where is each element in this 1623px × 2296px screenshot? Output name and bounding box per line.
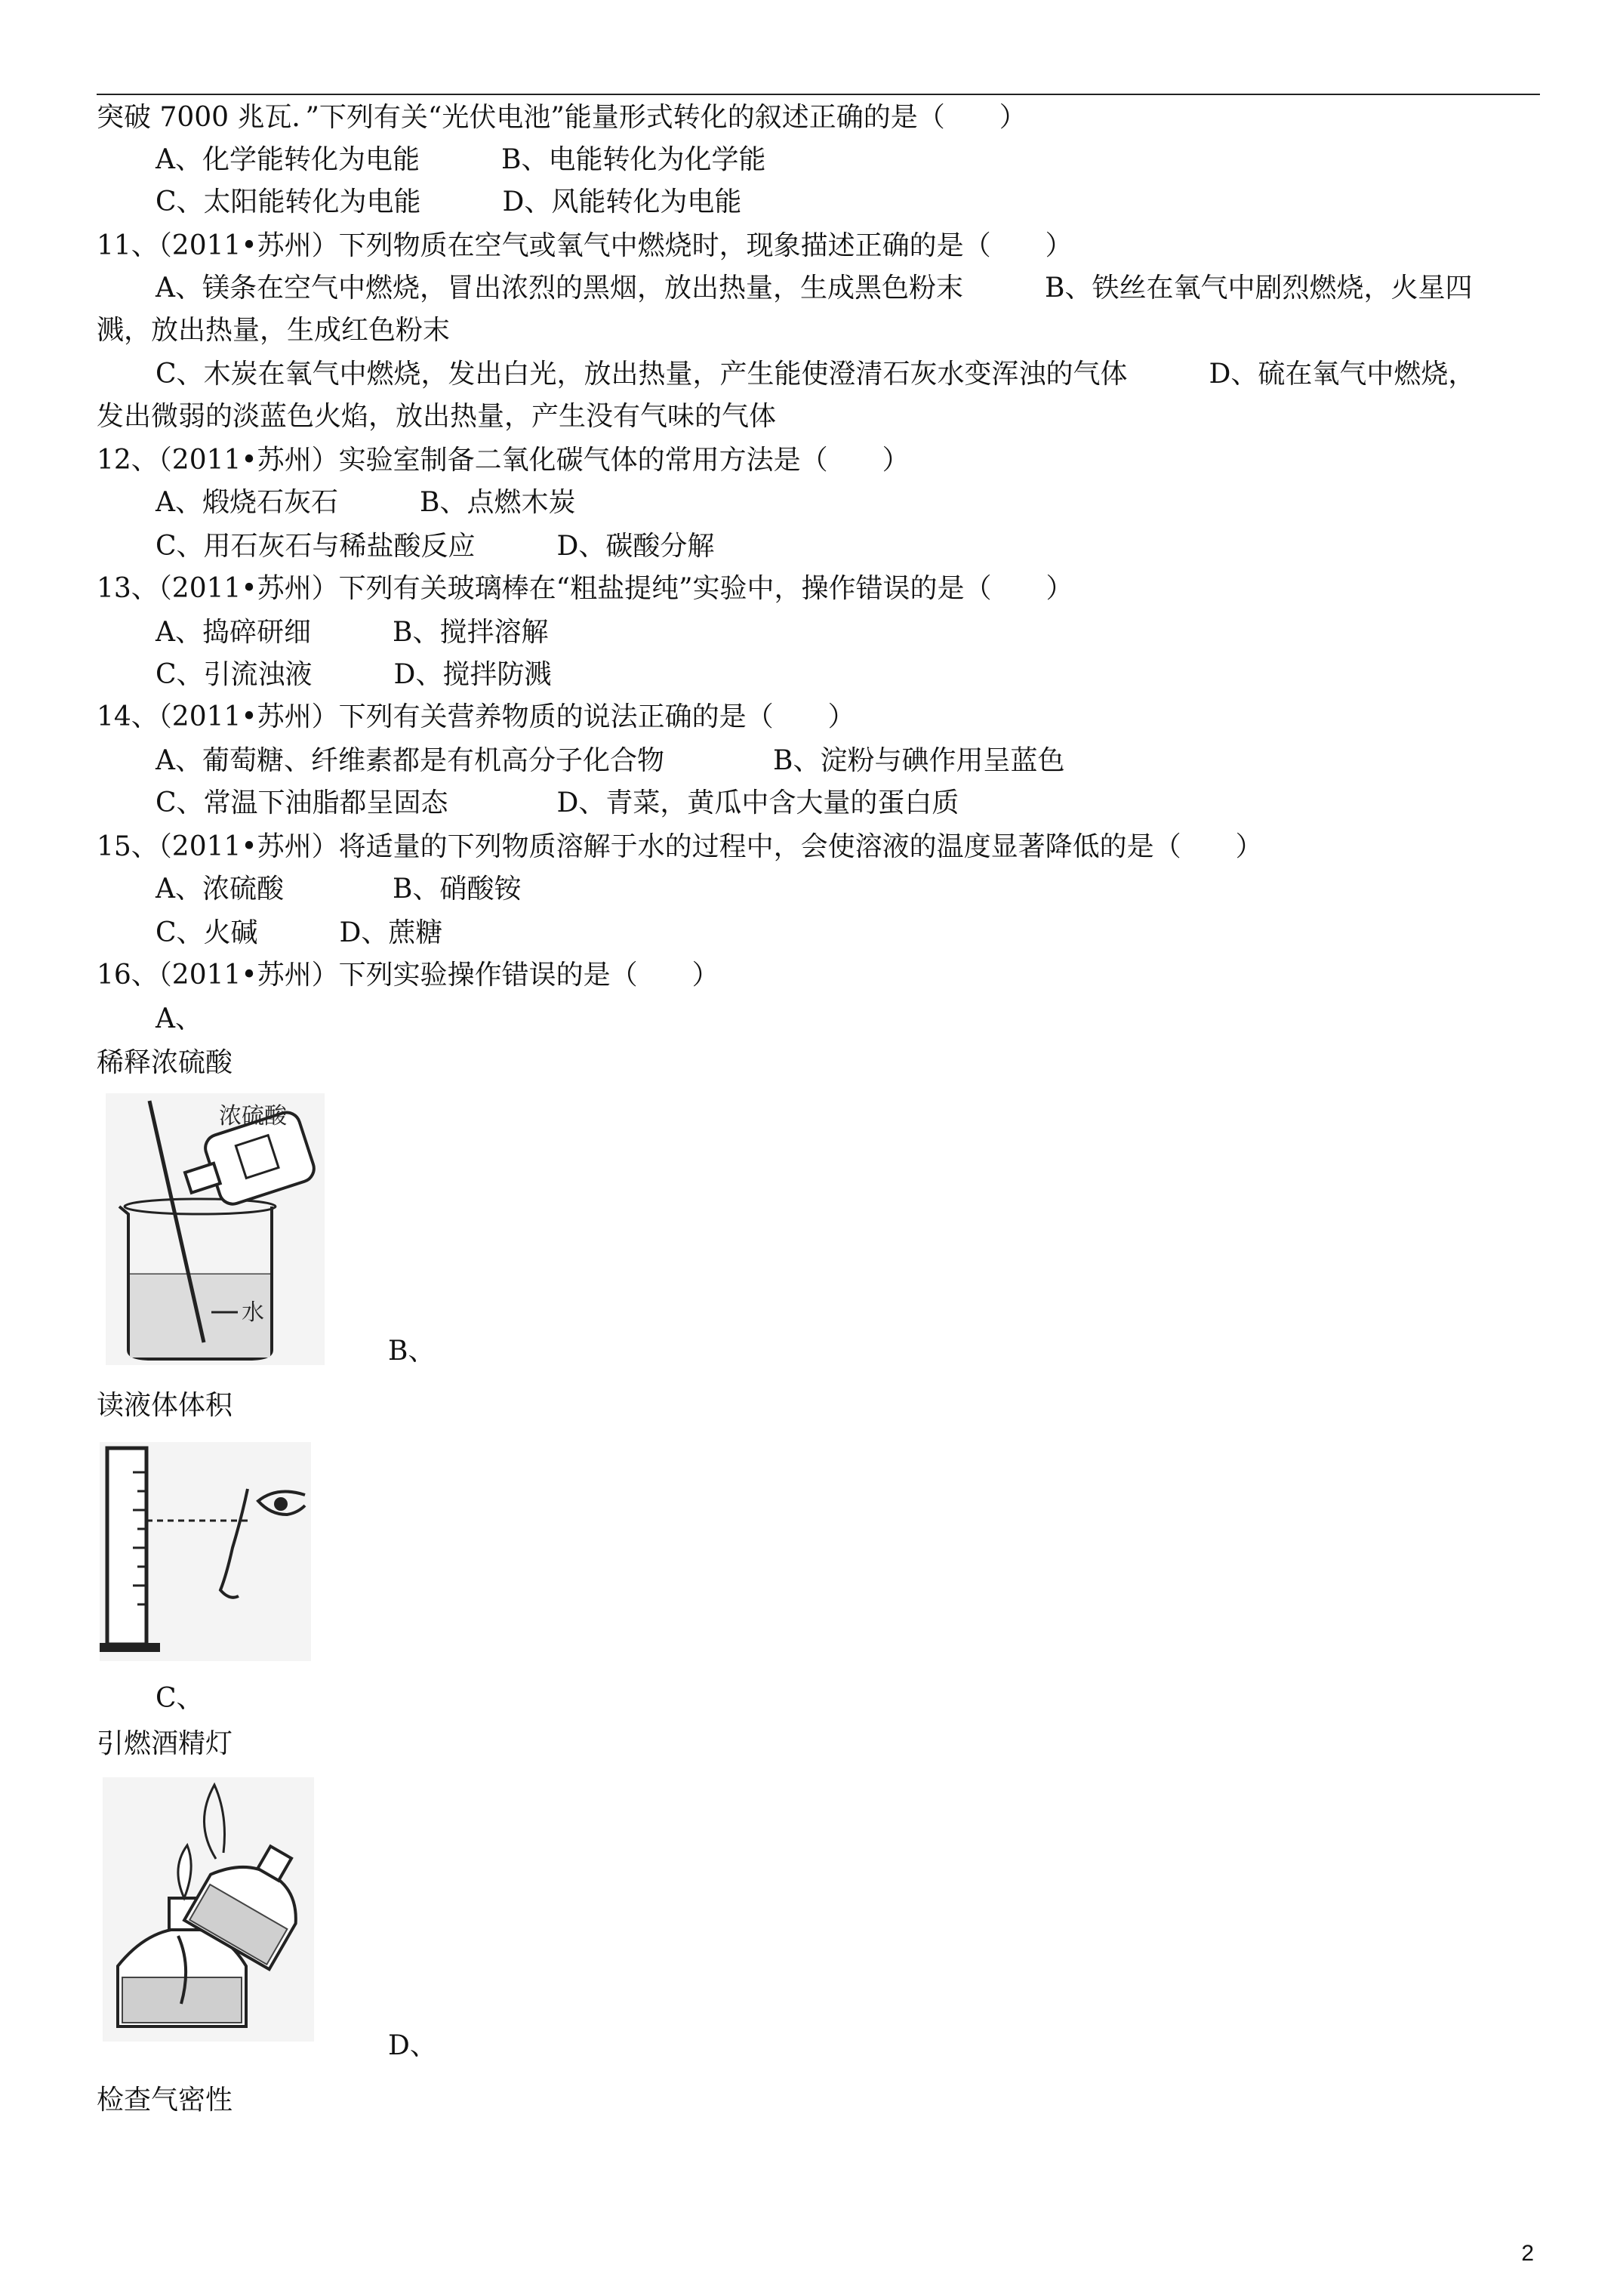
q13-options-ab: A、捣碎研细 B、搅拌溶解: [156, 617, 549, 648]
q11-option-a: A、镁条在空气中燃烧，冒出浓烈的黑烟，放出热量，生成黑色粉末 B、铁丝在氧气中剧烈燃烧，火星四: [156, 273, 1473, 304]
q14-stem: 14、（2011•苏州）下列有关营养物质的说法正确的是（ ）: [97, 701, 855, 732]
q16-option-b-caption: 读液体体积: [97, 1390, 233, 1421]
q10-options-cd: C、太阳能转化为电能 D、风能转化为电能: [156, 186, 742, 217]
q12-options-ab: A、煅烧石灰石 B、点燃木炭: [156, 487, 576, 518]
q15-options-ab: A、浓硫酸 B、硝酸铵: [156, 874, 522, 905]
q16-option-d-caption: 检查气密性: [97, 2085, 233, 2116]
read-volume-figure: [100, 1442, 311, 1661]
q16-option-a-label: A、: [156, 1003, 202, 1034]
acid-bottle-label: 浓硫酸: [219, 1103, 287, 1130]
q13-options-cd: C、引流浊液 D、搅拌防溅: [156, 659, 552, 690]
q11-option-a-cont: 溅，放出热量，生成红色粉末: [97, 315, 451, 346]
q12-stem: 12、（2011•苏州）实验室制备二氧化碳气体的常用方法是（ ）: [97, 445, 910, 476]
q14-options-cd: C、常温下油脂都呈固态 D、青菜，黄瓜中含大量的蛋白质: [156, 787, 959, 818]
q13-stem: 13、（2011•苏州）下列有关玻璃棒在“粗盐提纯”实验中，操作错误的是（ ）: [97, 573, 1073, 604]
header-rule: [97, 94, 1540, 95]
q15-stem: 15、（2011•苏州）将适量的下列物质溶解于水的过程中，会使溶液的温度显著降低的是（ ）: [97, 831, 1263, 862]
dilute-acid-figure: [106, 1093, 325, 1365]
graduated-cylinder-icon: [107, 1448, 146, 1644]
q10-options-ab: A、化学能转化为电能 B、电能转化为化学能: [156, 144, 766, 175]
q16-option-a-caption: 稀释浓硫酸: [97, 1047, 233, 1078]
q11-option-c-cont: 发出微弱的淡蓝色火焰，放出热量，产生没有气味的气体: [97, 401, 777, 432]
q15-options-cd: C、火碱 D、蔗糖: [156, 917, 443, 948]
q16-stem: 16、（2011•苏州）下列实验操作错误的是（ ）: [97, 960, 719, 991]
q16-option-c-label: C、: [156, 1683, 204, 1714]
q16-option-b-label: B、: [388, 1336, 436, 1367]
q12-options-cd: C、用石灰石与稀盐酸反应 D、碳酸分解: [156, 531, 715, 562]
page-number: 2: [1521, 2241, 1534, 2266]
q11-option-c: C、木炭在氧气中燃烧，发出白光，放出热量，产生能使澄清石灰水变浑浊的气体 D、硫在氧气中燃烧，: [156, 359, 1476, 390]
light-lamp-figure: [103, 1777, 314, 2042]
q10-continuation: 突破 7000 兆瓦．”下列有关“光伏电池”能量形式转化的叙述正确的是（ ）: [97, 102, 1027, 133]
q16-option-d-label: D、: [388, 2030, 437, 2061]
q11-stem: 11、（2011•苏州）下列物质在空气或氧气中燃烧时，现象描述正确的是（ ）: [97, 230, 1073, 261]
q16-option-c-caption: 引燃酒精灯: [97, 1728, 233, 1759]
q14-options-ab: A、葡萄糖、纤维素都是有机高分子化合物 B、淀粉与碘作用呈蓝色: [156, 745, 1065, 776]
water-label: 水: [242, 1299, 264, 1326]
